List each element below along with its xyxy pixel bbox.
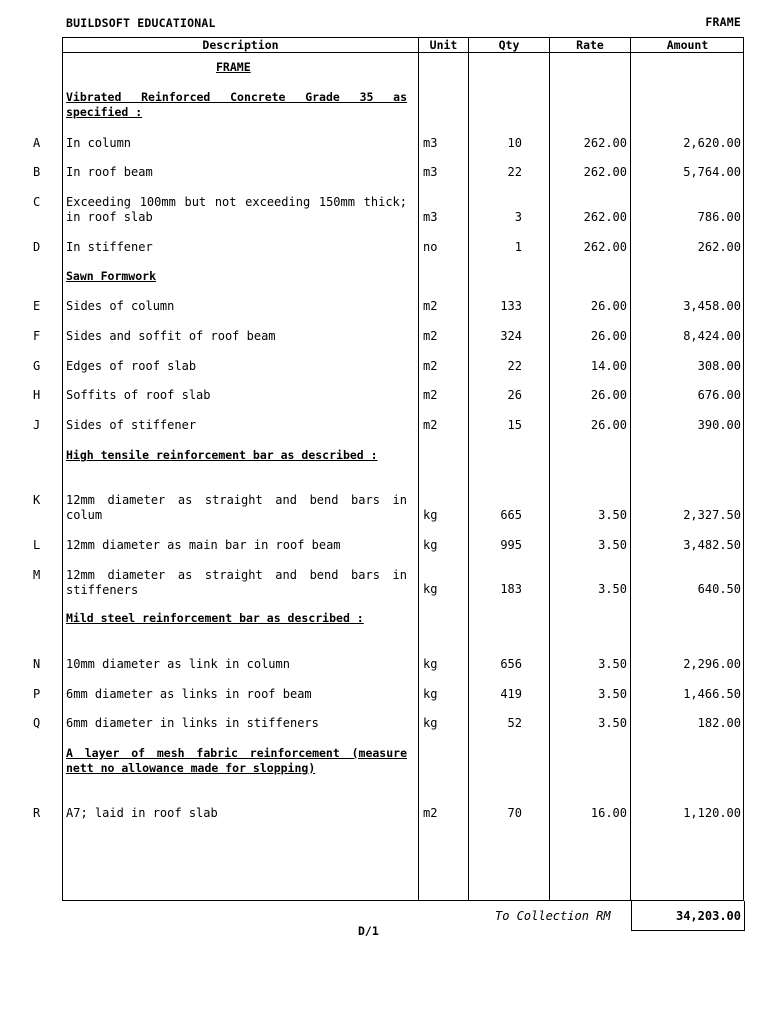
item-code: B bbox=[33, 165, 41, 179]
item-description: In stiffener bbox=[66, 240, 153, 254]
item-rate: 26.00 bbox=[590, 299, 627, 313]
item-qty: 26 bbox=[507, 388, 522, 402]
page-reference: D/1 bbox=[358, 924, 379, 938]
item-amount: 2,620.00 bbox=[683, 136, 741, 150]
item-qty: 3 bbox=[514, 210, 522, 224]
item-amount: 1,466.50 bbox=[683, 687, 741, 701]
item-unit: kg bbox=[423, 508, 438, 522]
col-divider-amount bbox=[630, 37, 631, 901]
item-description: In roof beam bbox=[66, 165, 153, 179]
item-qty: 656 bbox=[500, 657, 522, 671]
item-qty: 15 bbox=[507, 418, 522, 432]
item-rate: 14.00 bbox=[590, 359, 627, 373]
section-title: FRAME bbox=[216, 60, 251, 74]
item-unit: m3 bbox=[423, 136, 438, 150]
item-qty: 70 bbox=[507, 806, 522, 820]
item-amount: 262.00 bbox=[697, 240, 741, 254]
item-qty: 10 bbox=[507, 136, 522, 150]
item-amount: 1,120.00 bbox=[683, 806, 741, 820]
item-qty: 183 bbox=[500, 582, 522, 596]
item-amount: 3,458.00 bbox=[683, 299, 741, 313]
column-header-description: Description bbox=[202, 38, 279, 52]
section-label: FRAME bbox=[705, 15, 741, 29]
item-description: Edges of roof slab bbox=[66, 359, 197, 373]
item-rate: 3.50 bbox=[598, 508, 627, 522]
item-rate: 26.00 bbox=[590, 388, 627, 402]
item-code: P bbox=[33, 687, 41, 701]
company-name: BUILDSOFT EDUCATIONAL bbox=[66, 16, 216, 30]
item-rate: 26.00 bbox=[590, 329, 627, 343]
item-unit: kg bbox=[423, 582, 438, 596]
item-rate: 3.50 bbox=[598, 716, 627, 730]
item-amount: 5,764.00 bbox=[683, 165, 741, 179]
item-qty: 324 bbox=[500, 329, 522, 343]
item-qty: 1 bbox=[514, 240, 522, 254]
col-divider-rate bbox=[549, 37, 550, 901]
item-description: Sides of stiffener bbox=[66, 418, 197, 432]
item-description: Sides of column bbox=[66, 299, 175, 313]
item-description: In column bbox=[66, 136, 132, 150]
item-unit: m2 bbox=[423, 359, 438, 373]
collection-label: To Collection RM bbox=[495, 909, 611, 923]
item-description: Sides and soffit of roof beam bbox=[66, 329, 276, 343]
item-rate: 262.00 bbox=[583, 210, 627, 224]
item-qty: 22 bbox=[507, 359, 522, 373]
item-code: G bbox=[33, 359, 41, 373]
item-description: 12mm diameter as main bar in roof beam bbox=[66, 538, 341, 552]
heading-formwork: Sawn Formwork bbox=[66, 269, 157, 283]
item-unit: m2 bbox=[423, 418, 438, 432]
item-description: A7; laid in roof slab bbox=[66, 806, 218, 820]
item-amount: 182.00 bbox=[697, 716, 741, 730]
item-description: 6mm diameter as links in roof beam bbox=[66, 687, 312, 701]
item-rate: 262.00 bbox=[583, 165, 627, 179]
collection-total: 34,203.00 bbox=[675, 909, 741, 923]
item-amount: 640.50 bbox=[697, 582, 741, 596]
item-rate: 16.00 bbox=[590, 806, 627, 820]
item-description: 6mm diameter in links in stiffeners bbox=[66, 716, 319, 730]
item-amount: 8,424.00 bbox=[683, 329, 741, 343]
item-qty: 22 bbox=[507, 165, 522, 179]
heading-mild-steel: Mild steel reinforcement bar as described : bbox=[66, 611, 364, 625]
item-code: E bbox=[33, 299, 41, 313]
item-code: J bbox=[33, 418, 41, 432]
item-amount: 2,327.50 bbox=[683, 508, 741, 522]
col-divider-qty bbox=[468, 37, 469, 901]
item-code: R bbox=[33, 806, 41, 820]
item-code: N bbox=[33, 657, 41, 671]
item-description: 12mm diameter as straight and bend bars in stiffeners bbox=[66, 568, 407, 597]
item-code: D bbox=[33, 240, 41, 254]
item-qty: 52 bbox=[507, 716, 522, 730]
column-header-rate: Rate bbox=[576, 38, 604, 52]
item-amount: 786.00 bbox=[697, 210, 741, 224]
item-rate: 3.50 bbox=[598, 582, 627, 596]
item-code: Q bbox=[33, 716, 41, 730]
item-unit: kg bbox=[423, 538, 438, 552]
item-qty: 133 bbox=[500, 299, 522, 313]
item-amount: 308.00 bbox=[697, 359, 741, 373]
item-description: Soffits of roof slab bbox=[66, 388, 211, 402]
column-header-qty: Qty bbox=[498, 38, 520, 52]
item-unit: kg bbox=[423, 687, 438, 701]
item-rate: 3.50 bbox=[598, 657, 627, 671]
item-code: H bbox=[33, 388, 41, 402]
column-header-amount: Amount bbox=[666, 38, 709, 52]
column-header-unit: Unit bbox=[429, 38, 458, 52]
item-amount: 2,296.00 bbox=[683, 657, 741, 671]
item-rate: 262.00 bbox=[583, 136, 627, 150]
item-unit: m3 bbox=[423, 165, 438, 179]
header-divider bbox=[62, 52, 744, 53]
item-description: 12mm diameter as straight and bend bars in colum bbox=[66, 493, 407, 522]
item-code: F bbox=[33, 329, 41, 343]
heading-mesh: A layer of mesh fabric reinforcement (measure nett no allowance made for slopping) bbox=[66, 746, 407, 775]
item-rate: 3.50 bbox=[598, 687, 627, 701]
item-code: M bbox=[33, 568, 41, 582]
item-code: C bbox=[33, 195, 41, 209]
item-code: L bbox=[33, 538, 41, 552]
col-divider-unit bbox=[418, 37, 419, 901]
item-amount: 676.00 bbox=[697, 388, 741, 402]
heading-concrete: Vibrated Reinforced Concrete Grade 35 as specified : bbox=[66, 90, 407, 119]
item-rate: 3.50 bbox=[598, 538, 627, 552]
item-amount: 390.00 bbox=[697, 418, 741, 432]
item-rate: 262.00 bbox=[583, 240, 627, 254]
item-unit: m2 bbox=[423, 299, 438, 313]
item-description: 10mm diameter as link in column bbox=[66, 657, 290, 671]
item-qty: 995 bbox=[500, 538, 522, 552]
item-code: A bbox=[33, 136, 41, 150]
item-code: K bbox=[33, 493, 41, 507]
item-description: Exceeding 100mm but not exceeding 150mm thick; in roof slab bbox=[66, 195, 407, 224]
item-unit: kg bbox=[423, 716, 438, 730]
item-unit: m2 bbox=[423, 806, 438, 820]
item-unit: kg bbox=[423, 657, 438, 671]
item-qty: 665 bbox=[500, 508, 522, 522]
heading-high-tensile: High tensile reinforcement bar as described : bbox=[66, 448, 378, 462]
item-unit: no bbox=[423, 240, 438, 254]
item-unit: m3 bbox=[423, 210, 438, 224]
item-qty: 419 bbox=[500, 687, 522, 701]
item-rate: 26.00 bbox=[590, 418, 627, 432]
item-unit: m2 bbox=[423, 329, 438, 343]
item-unit: m2 bbox=[423, 388, 438, 402]
item-amount: 3,482.50 bbox=[683, 538, 741, 552]
